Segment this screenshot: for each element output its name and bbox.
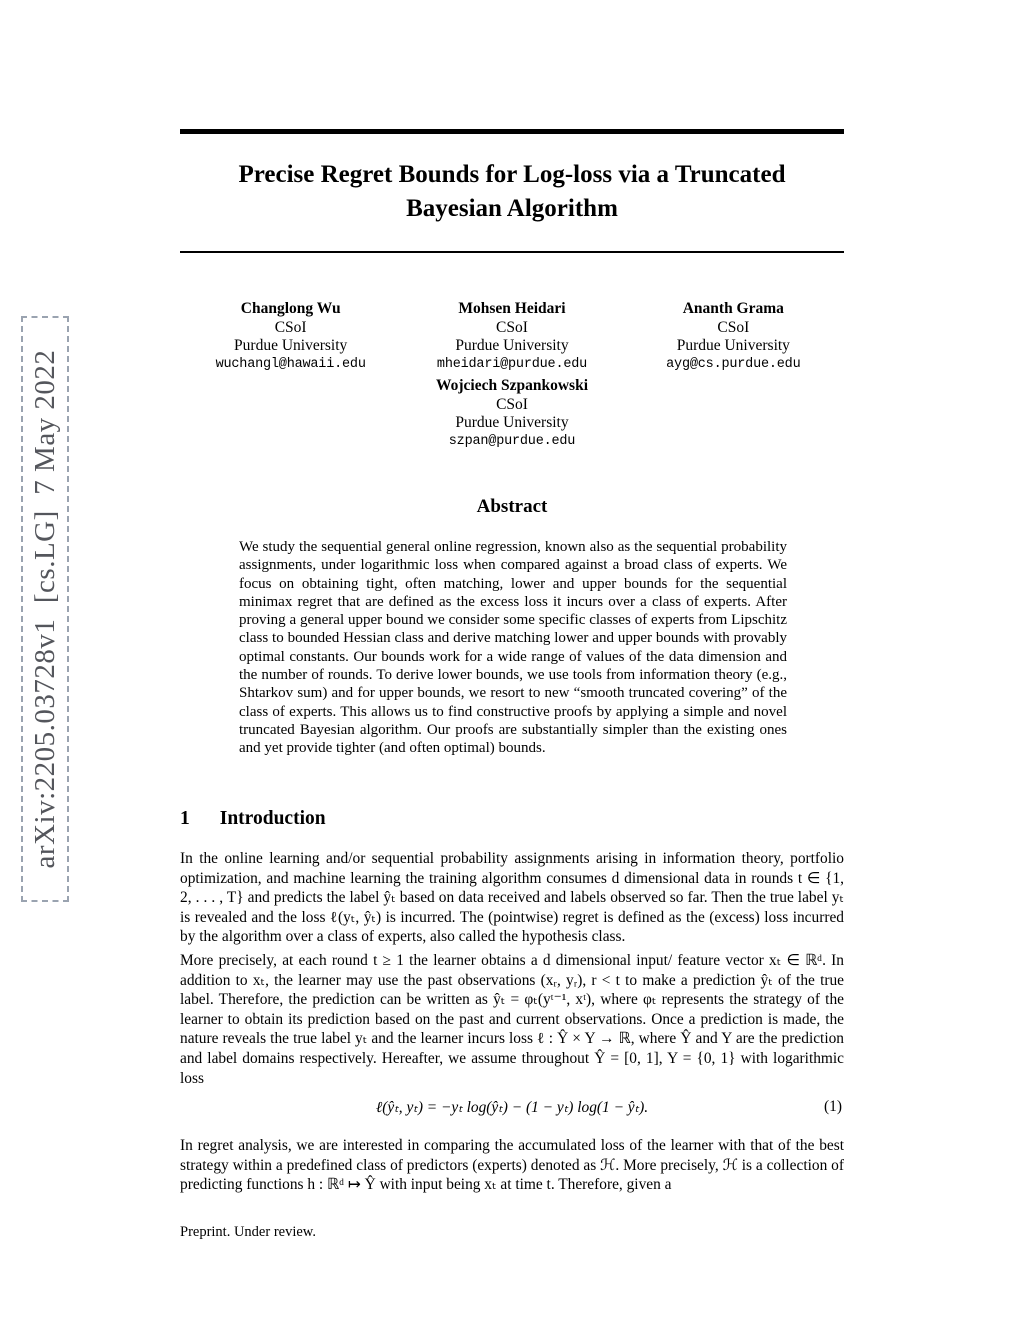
author-block-4	[180, 377, 844, 451]
abstract-text: We study the sequential general online regression, known also as the sequential probability assignments, under logarithmic loss when compared against a broad class of experts. We focus on obtaining tight, often matching, lower and upper bounds for the sequential minimax regret that are defined as the excess loss it incurs over a class of experts. After proving a general upper bound we consider some specific classes of experts from Lipschitz class to bounded Hessian class and derive matching lower and upper bounds with provably optimal constants. Our bounds work for a wide range of values of the data dimension and the number of rounds. To derive lower bounds, we use tools from information theory (e.g., Shtarkov sum) and for upper bounds, we resort to new “smooth truncated covering” of the class of experts. This allows us to find constructive proofs by applying a simple and novel truncated Bayesian algorithm. Our proofs are substantially simpler than the existing ones and yet provide tighter (and often optimal) bounds.	[239, 539, 787, 757]
abstract-heading: Abstract	[476, 496, 548, 517]
author-university: Purdue University	[234, 337, 348, 354]
authors-row	[180, 300, 844, 374]
author-university: Purdue University	[455, 337, 569, 354]
author-block-3	[623, 300, 844, 374]
section-title: Introduction	[219, 808, 326, 829]
author-email: szpan@purdue.edu	[448, 433, 576, 449]
author-name: Ananth Grama	[682, 300, 784, 317]
section-1-heading	[180, 808, 326, 830]
author-email: ayg@cs.purdue.edu	[666, 356, 801, 372]
author-affiliation: CSoI	[496, 395, 528, 413]
preprint-footer: Preprint. Under review.	[180, 1224, 316, 1240]
top-rule	[180, 129, 844, 134]
title-rule	[180, 251, 844, 253]
paper-content	[180, 0, 844, 1325]
author-email: mheidari@purdue.edu	[436, 356, 588, 372]
paper-title: Precise Regret Bounds for Log-loss via a Truncated Bayesian Algorithm	[238, 161, 786, 222]
author-name: Mohsen Heidari	[458, 300, 566, 317]
author-affiliation: CSoI	[274, 318, 307, 336]
intro-paragraph-1: In the online learning and/or sequential probability assignments arising in information theory, portfolio optimization, and machine learning the training algorithm consumes d dimensional data in rounds t ∈ {1, 2, . . . , T} and predicts the label ŷₜ based on data received and labels observed so far. Then the true label yₜ is revealed and the loss ℓ(yₜ, ŷₜ) is incurred. The (pointwise) regret is defined as the (excess) loss incurred by the algorithm over a class of experts, also called the hypothesis class.	[180, 850, 844, 946]
author-name: Changlong Wu	[240, 300, 341, 317]
intro-paragraph-2: More precisely, at each round t ≥ 1 the learner obtains a d dimensional input/ feature vector xₜ ∈ ℝᵈ. In addition to xₜ, the learner may use the past observations (xᵣ, yᵣ), r < t to make a prediction ŷₜ of the true label. Therefore, the prediction can be written as ŷₜ = φₜ(yᵗ⁻¹, xᵗ), where φₜ represents the strategy of the learner to obtain its prediction based on the past and current observations. Once a prediction is made, the nature reveals the true label yₜ and the learner incurs loss ℓ : Ŷ × Y → ℝ, where Ŷ and Y are the prediction and label domains respectively. Hereafter, we assume throughout Ŷ = [0, 1], Y = {0, 1} with logarithmic loss	[180, 952, 844, 1087]
equation-number: (1)	[824, 1098, 842, 1115]
author-affiliation: CSoI	[496, 318, 528, 336]
equation-1	[180, 1098, 844, 1120]
author-affiliation: CSoI	[717, 318, 750, 336]
arxiv-id-label: arXiv:2205.03728v1 [cs.LG] 7 May 2022	[29, 349, 61, 869]
author-email: wuchangl@hawaii.edu	[215, 356, 366, 372]
author-university: Purdue University	[455, 414, 569, 431]
author-block-2	[401, 300, 622, 374]
intro-paragraph-3: In regret analysis, we are interested in comparing the accumulated loss of the learner with that of the best strategy within a predefined class of predictors (experts) denoted as ℋ. More precisely, ℋ is a collection of predicting functions h : ℝᵈ ↦ Ŷ with input being xₜ at time t. Therefore, given a	[180, 1137, 844, 1194]
equation-body: ℓ(ŷₜ, yₜ) = −yₜ log(ŷₜ) − (1 − yₜ) log(1 − ŷₜ).	[375, 1099, 649, 1116]
author-block-1	[180, 300, 401, 374]
author-university: Purdue University	[676, 337, 790, 354]
section-number: 1	[180, 808, 190, 829]
arxiv-stamp	[21, 316, 69, 902]
author-name: Wojciech Szpankowski	[435, 377, 588, 394]
